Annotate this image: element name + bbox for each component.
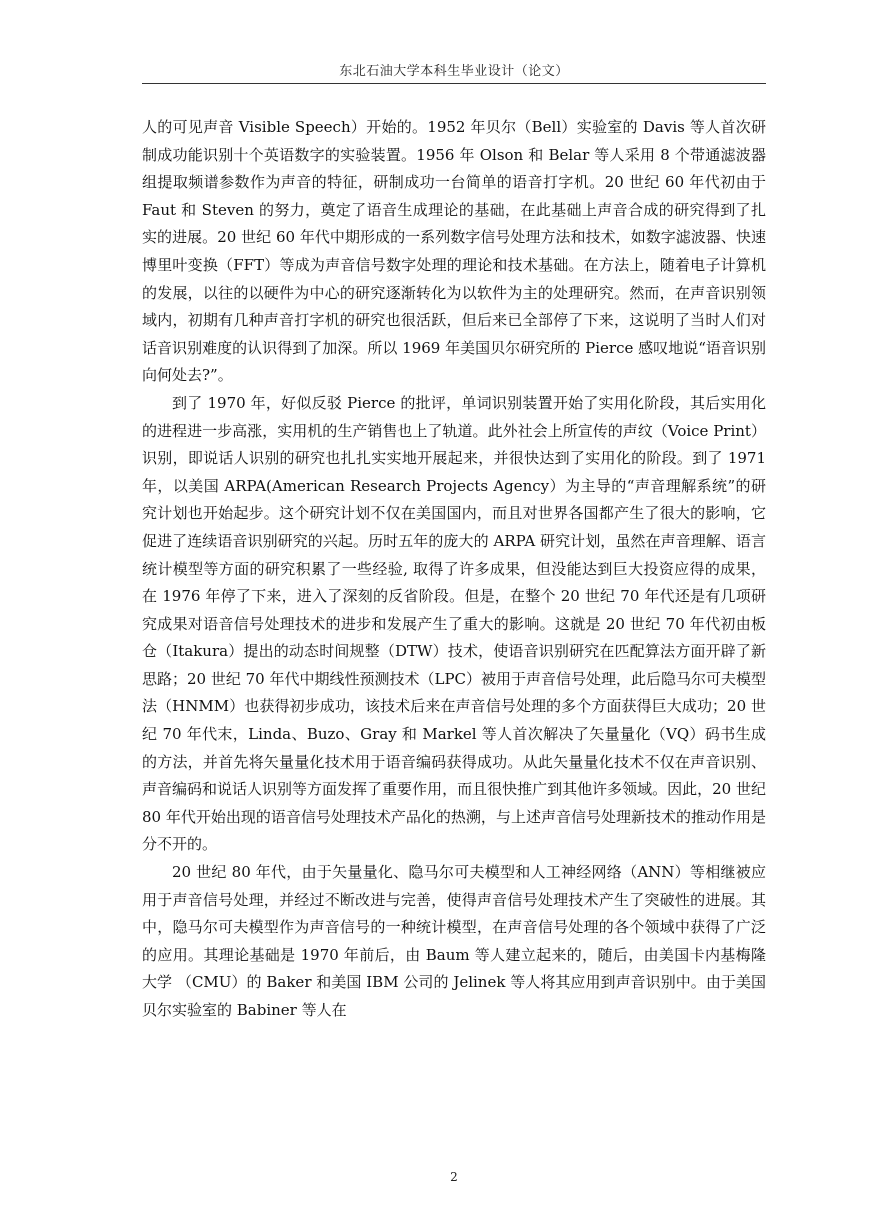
body-text — [142, 114, 766, 1025]
header-rule — [142, 83, 766, 84]
paragraph: 20 世纪 80 年代，由于矢量量化、隐马尔可夫模型和人工神经网络（ANN）等相继被应用于声音信号处理，并经过不断改进与完善，使得声音信号处理技术产生了突破性的进展。其中，隐马尔可夫模型作为声音信号的一种统计模型，在声音信号处理的各个领域中获得了广泛的应用。其理论基础是 1970 年前后，由 Baum 等人建立起来的，随后，由美国卡内基梅隆大学 （CMU）的 Baker 和美国 IBM 公司的 Jelinek 等人将其应用到声音识别中。由于美国贝尔实验室的 Babiner 等人在 — [142, 863, 766, 1019]
paragraph: 到了 1970 年，好似反驳 Pierce 的批评，单词识别装置开始了实用化阶段，其后实用化的进程进一步高涨，实用机的生产销售也上了轨道。此外社会上所宣传的声纹（Voice Print）识别，即说话人识别的研究也扎扎实实地开展起来，并很快达到了实用化的阶段。到了 1971 年，以美国 ARPA(American Research Projects Agency）为主导的“声音理解系统”的研究计划也开始起步。这个研究计划不仅在美国国内，而且对世界各国都产生了很大的影响，它促进了连续语音识别研究的兴起。历时五年的庞大的 ARPA 研究计划，虽然在声音理解、语言统计模型等方面的研究积累了一些经验, 取得了许多成果，但没能达到巨大投资应得的成果，在 1976 年停了下来，进入了深刻的反省阶段。但是，在整个 20 世纪 70 年代还是有几项研究成果对语音信号处理技术的进步和发展产生了重大的影响。这就是 20 世纪 70 年代初由板仓（Itakura）提出的动态时间规整（DTW）技术，使语音识别研究在匹配算法方面开辟了新思路；20 世纪 70 年代中期线性预测技术（LPC）被用于声音信号处理，此后隐马尔可夫模型法（HNMM）也获得初步成功，该技术后来在声音信号处理的多个方面获得巨大成功；20 世纪 70 年代末，Linda、Buzo、Gray 和 Markel 等人首次解决了矢量量化（VQ）码书生成的方法，并首先将矢量量化技术用于语音编码获得成功。从此矢量量化技术不仅在声音识别、声音编码和说话人识别等方面发挥了重要作用，而且很快推广到其他许多领域。因此，20 世纪 80 年代开始出现的语音信号处理技术产品化的热溯，与上述声音信号处理新技术的推动作用是分不开的。 — [142, 393, 767, 854]
page-header: 东北石油大学本科生毕业设计（论文） — [339, 64, 569, 79]
page-number: 2 — [450, 1170, 458, 1184]
paragraph: 人的可见声音 Visible Speech）开始的。1952 年贝尔（Bell）实验室的 Davis 等人首次研制成功能识别十个英语数字的实验装置。1956 年 Olson 和 Belar 等人采用 8 个带通滤波器组提取频谱参数作为声音的特征，研制成功一台简单的语音打字机。20 世纪 60 年代初由于 Faut 和 Steven 的努力，奠定了语音生成理论的基础，在此基础上声音合成的研究得到了扎实的进展。20 世纪 60 年代中期形成的一系列数字信号处理方法和技术，如数字滤波器、快速博里叶变换（FFT）等成为声音信号数字处理的理论和技术基础。在方法上，随着电子计算机的发展，以往的以硬件为中心的研究逐渐转化为以软件为主的处理研究。然而，在声音识别领域内，初期有几种声音打字机的研究也很活跃，但后来已全部停了下来，这说明了当时人们对话音识别难度的认识得到了加深。所以 1969 年美国贝尔研究所的 Pierce 感叹地说“语音识别向何处去?”。 — [142, 118, 766, 385]
